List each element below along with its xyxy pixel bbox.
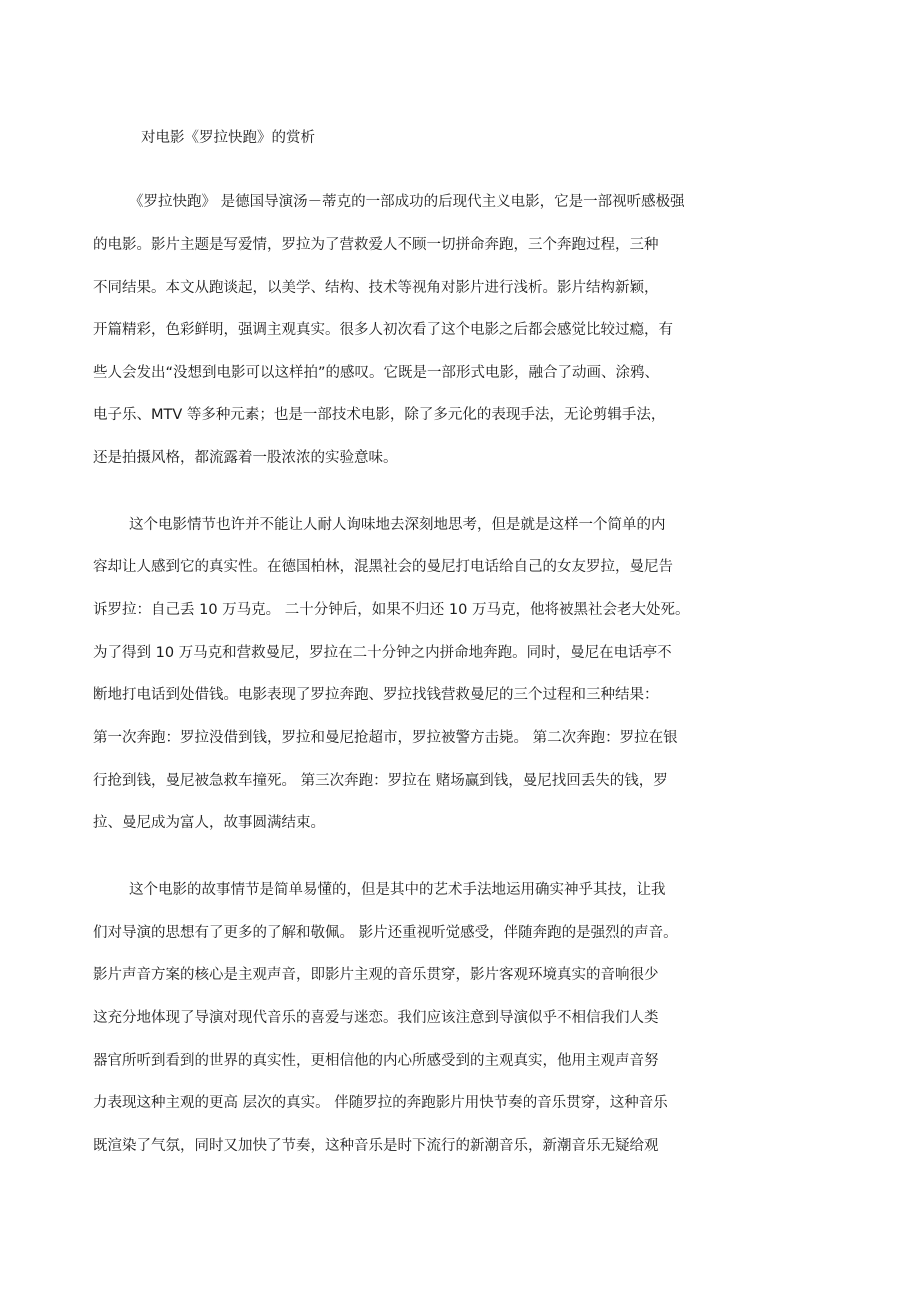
paragraph-line: 电子乐、MTV 等多种元素；也是一部技术电影，除了多元化的表现手法，无论剪辑手法， — [93, 407, 666, 423]
paragraph-line: 《罗拉快跑》 是德国导演汤－蒂克的一部成功的后现代主义电影，它是一部视听感极强 — [129, 194, 685, 210]
paragraph-line: 这个电影的故事情节是简单易懂的，但是其中的艺术手法地运用确实神乎其技，让我 — [129, 882, 666, 898]
paragraph-line: 为了得到 10 万马克和营救曼尼，罗拉在二十分钟之内拼命地奔跑。同时，曼尼在电话亭不 — [93, 645, 672, 661]
paragraph-line: 容却让人感到它的真实性。在德国柏林，混黑社会的曼尼打电话给自己的女友罗拉，曼尼告 — [93, 559, 673, 575]
paragraph-line: 些人会发出“没想到电影可以这样拍”的感叹。它既是一部形式电影，融合了动画、涂鸦、 — [93, 365, 660, 381]
paragraph-line: 力表现这种主观的更高 层次的真实。 伴随罗拉的奔跑影片用快节奏的音乐贯穿，这种音乐 — [93, 1095, 668, 1111]
document-title: 对电影《罗拉快跑》的赏析 — [141, 130, 315, 146]
paragraph-line: 开篇精彩，色彩鲜明，强调主观真实。很多人初次看了这个电影之后都会感觉比较过瘾，有 — [93, 322, 673, 338]
paragraph-line: 们对导演的思想有了更多的了解和敬佩。 影片还重视听觉感受，伴随奔跑的是强烈的声音。 — [93, 925, 678, 941]
paragraph-line: 行抢到钱，曼尼被急救车撞死。 第三次奔跑：罗拉在 赌场赢到钱，曼尼找回丢失的钱，罗 — [93, 773, 668, 789]
paragraph-line: 断地打电话到处借钱。电影表现了罗拉奔跑、罗拉找钱营救曼尼的三个过程和三种结果： — [93, 687, 659, 703]
paragraph-line: 拉、曼尼成为富人，故事圆满结束。 — [93, 815, 325, 831]
paragraph-line: 既渲染了气氛，同时又加快了节奏，这种音乐是时下流行的新潮音乐，新潮音乐无疑给观 — [93, 1138, 659, 1154]
paragraph-line: 这个电影情节也许并不能让人耐人询味地去深刻地思考，但是就是这样一个简单的内 — [129, 517, 666, 533]
paragraph-line: 影片声音方案的核心是主观声音，即影片主观的音乐贯穿，影片客观环境真实的音响很少 — [93, 967, 659, 983]
paragraph-line: 还是拍摄风格，都流露着一股浓浓的实验意味。 — [93, 450, 398, 466]
paragraph-line: 诉罗拉：自己丢 10 万马克。 二十分钟后，如果不归还 10 万马克，他将被黑社会老大处死。 — [93, 602, 690, 618]
paragraph-line: 器官所听到看到的世界的真实性，更相信他的内心所感受到的主观真实，他用主观声音努 — [93, 1053, 659, 1069]
paragraph-line: 第一次奔跑：罗拉没借到钱，罗拉和曼尼抢超市，罗拉被警方击毙。 第二次奔跑：罗拉在银 — [93, 730, 678, 746]
paragraph-line: 这充分地体现了导演对现代音乐的喜爱与迷恋。我们应该注意到导演似乎不相信我们人类 — [93, 1010, 659, 1026]
paragraph-line: 不同结果。本文从跑谈起，以美学、结构、技术等视角对影片进行浅析。影片结构新颖， — [93, 280, 659, 296]
paragraph-line: 的电影。影片主题是写爱情，罗拉为了营救爱人不顾一切拼命奔跑，三个奔跑过程，三种 — [93, 237, 659, 253]
